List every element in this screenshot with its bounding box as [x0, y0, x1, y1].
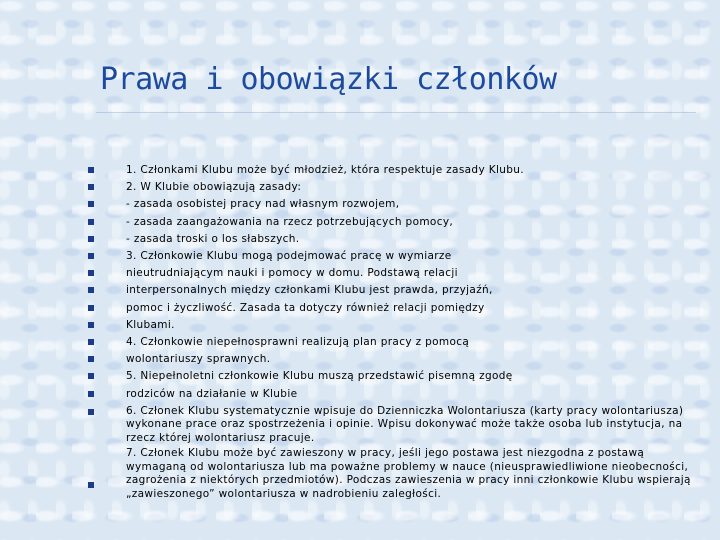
list-item-text: 2. W Klubie obowiązują zasady:: [126, 181, 302, 194]
square-bullet-icon: [88, 201, 94, 207]
title-divider: [96, 112, 696, 113]
list-item: [83, 196, 693, 213]
list-item: [83, 179, 693, 196]
square-bullet-icon: [88, 167, 94, 173]
list-item: [83, 214, 693, 231]
square-bullet-icon: [88, 305, 94, 311]
list-item-text: 7. Członek Klubu może być zawieszony w pracy, jeśli jego postawa jest niezgodna z postawą wymaganą od wolontariusza lub ma poważne problemy w nauce (nieusprawiedliwione nieobecności, zagrożenia z niektórych przedmiotów). Podczas zawieszenia w pracy inni członkowie Klubu wspierają „zawieszonego” wolontariusza w nadrobieniu zaległości.: [126, 447, 691, 500]
list-item: [83, 447, 693, 501]
list-item-text: - zasada troski o los słabszych.: [126, 232, 300, 245]
list-item-text: 4. Członkowie niepełnosprawni realizują plan pracy z pomocą: [126, 336, 470, 349]
list-item: [83, 368, 693, 385]
square-bullet-icon: [88, 339, 94, 345]
list-item-text: - zasada zaangażowania na rzecz potrzebujących pomocy,: [126, 215, 454, 228]
list-item-text: nieutrudniającym nauki i pomocy w domu. Podstawą relacji: [126, 267, 458, 280]
square-bullet-icon: [88, 184, 94, 190]
square-bullet-icon: [88, 270, 94, 276]
list-item-text: 5. Niepełnoletni członkowie Klubu muszą przedstawić pisemną zgodę: [126, 370, 513, 383]
square-bullet-icon: [88, 236, 94, 242]
list-item: [83, 248, 693, 265]
slide-title: Prawa i obowiązki członków: [100, 62, 557, 97]
list-item-text: 3. Członkowie Klubu mogą podejmować pracę w wymiarze: [126, 250, 452, 263]
list-item: [83, 317, 693, 334]
list-item-text: wolontariuszy sprawnych.: [126, 353, 271, 366]
list-item-text: - zasada osobistej pracy nad własnym rozwojem,: [126, 198, 400, 211]
square-bullet-icon: [88, 219, 94, 225]
list-item-text: Klubami.: [126, 318, 175, 331]
list-item: [83, 405, 693, 446]
list-item: [83, 334, 693, 351]
list-item-text: 1. Członkami Klubu może być młodzież, która respektuje zasady Klubu.: [126, 164, 524, 176]
list-item-text: 6. Członek Klubu systematycznie wpisuje do Dzienniczka Wolontariusza (karty pracy wolontariusza) wykonane prace oraz spostrzeżenia i opinie. Wpisu dokonywać może także osoba lub instytucja, na rzecz której wolontariusz pracuje.: [126, 404, 684, 444]
list-item: [83, 162, 693, 179]
square-bullet-icon: [88, 391, 94, 397]
list-item: [83, 300, 693, 317]
list-item-text: interpersonalnych między członkami Klubu jest prawda, przyjaźń,: [126, 284, 493, 297]
list-item: [83, 386, 693, 403]
square-bullet-icon: [88, 253, 94, 259]
square-bullet-icon: [88, 482, 94, 488]
list-item: [83, 231, 693, 248]
square-bullet-icon: [88, 356, 94, 362]
list-item-text: pomoc i życzliwość. Zasada ta dotyczy również relacji pomiędzy: [126, 301, 485, 314]
square-bullet-icon: [88, 373, 94, 379]
list-item: [83, 265, 693, 282]
square-bullet-icon: [88, 409, 94, 415]
square-bullet-icon: [88, 322, 94, 328]
list-item-text: rodziców na działanie w Klubie: [126, 387, 298, 400]
square-bullet-icon: [88, 287, 94, 293]
list-item: [83, 351, 693, 368]
bullet-list: [83, 162, 693, 502]
list-item: [83, 282, 693, 299]
